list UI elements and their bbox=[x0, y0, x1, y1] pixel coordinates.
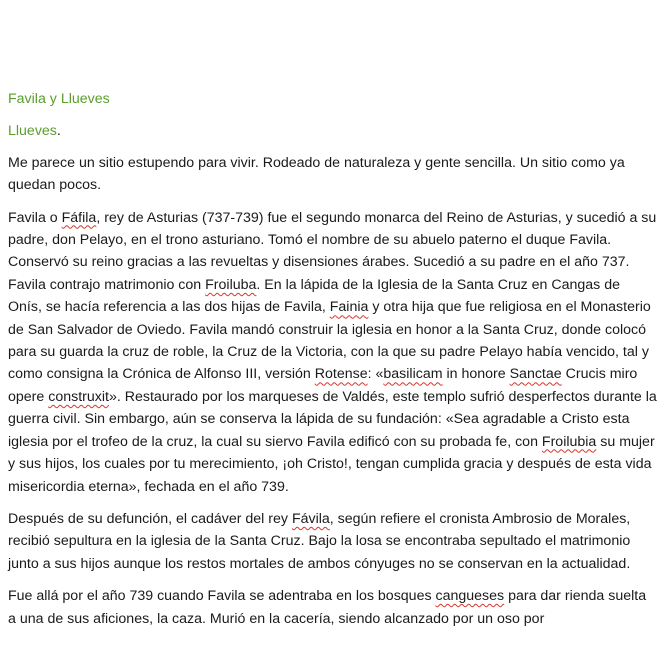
text-run: su mujer y sus hijos, los cuales por tu merecimiento, ¡oh Cristo!, tengan cumplida gracia y después de esta vida misericordia eterna», fechada en el año 739. bbox=[8, 433, 655, 495]
paragraph bbox=[8, 508, 657, 575]
text-run: , según refiere el cronista Ambrosio de Morales, recibió sepultura en la iglesia de la Santa Cruz. Bajo la losa se encontraba sepultado el matrimonio junto a sus hijos aunque los restos mortales de ambos cónyuges no se conservan en la actualidad. bbox=[8, 510, 631, 572]
text-run: Fue allá por el año 739 cuando Favila se adentraba en los bosques bbox=[8, 588, 436, 605]
text-run: Después de su defunción, el cadáver del rey bbox=[8, 510, 292, 527]
text-run: ». Restaurado por los marqueses de Valdés, este templo sufrió desperfectos durante la guerra civil. Sin embargo, aún se conserva la lápida de su fundación: «Sea agradable a Cristo esta iglesia por el trofeo de la cruz, la cual su siervo Favila edificó con su probada fe, con bbox=[8, 388, 657, 450]
misspelled-word: Fainia bbox=[329, 299, 369, 316]
misspelled-word: Rotense bbox=[314, 366, 368, 383]
text-run: in honore bbox=[442, 366, 510, 383]
document-subheading bbox=[8, 120, 657, 142]
misspelled-word: basilicam bbox=[383, 366, 443, 383]
document-heading: Favila y Llueves bbox=[8, 91, 110, 107]
misspelled-word: Froiluba bbox=[205, 276, 257, 293]
subheading-text: Llueves bbox=[8, 123, 57, 140]
misspelled-word: Sanctae bbox=[509, 366, 562, 383]
text-run: . En la lápida de la Iglesia de la Santa Cruz en Cangas de Onís, se hacía referencia a las dos hijas de Favila, bbox=[8, 276, 621, 316]
text-run: Favila o bbox=[8, 209, 62, 226]
misspelled-word: Froilubia bbox=[541, 433, 597, 450]
paragraph bbox=[8, 207, 657, 498]
paragraph bbox=[8, 152, 657, 197]
paragraph bbox=[8, 585, 657, 630]
text-run: , rey de Asturias (737-739) fue el segundo monarca del Reino de Asturias, y sucedió a su padre, don Pelayo, en el trono asturiano. Tomó el nombre de su abuelo paterno el duque Favila. Conservó su reino gracias a las revueltas y disensiones árabes. Sucedió a su padre en el año 737. Favila contrajo matrimonio con bbox=[8, 209, 657, 293]
text-run: Me parece un sitio estupendo para vivir. Rodeado de naturaleza y gente sencilla. Un sitio como ya quedan pocos. bbox=[8, 154, 625, 194]
text-run: : « bbox=[367, 366, 384, 383]
misspelled-word: Fávila bbox=[291, 510, 330, 527]
text-run: para dar rienda suelta a una de sus aficiones, la caza. Murió en la cacería, siendo alcanzado por un oso por bbox=[8, 588, 647, 627]
body-text bbox=[8, 152, 657, 630]
misspelled-word: cangueses bbox=[435, 588, 505, 605]
text-run: Crucis miro opere bbox=[8, 366, 638, 405]
text-run: y otra hija que fue religiosa en el Monasterio de San Salvador de Oviedo. Favila mandó construir la iglesia en honor a la Santa Cruz, donde colocó para su guarda la cruz de roble, la Cruz de la Victoria, con la que su padre Pelayo había vencido, tal y como consigna la Crónica de Alfonso III, versión bbox=[8, 299, 651, 383]
misspelled-word: construxit bbox=[48, 388, 109, 405]
subheading-period: . bbox=[56, 123, 61, 140]
misspelled-word: Fáfila bbox=[61, 209, 97, 226]
